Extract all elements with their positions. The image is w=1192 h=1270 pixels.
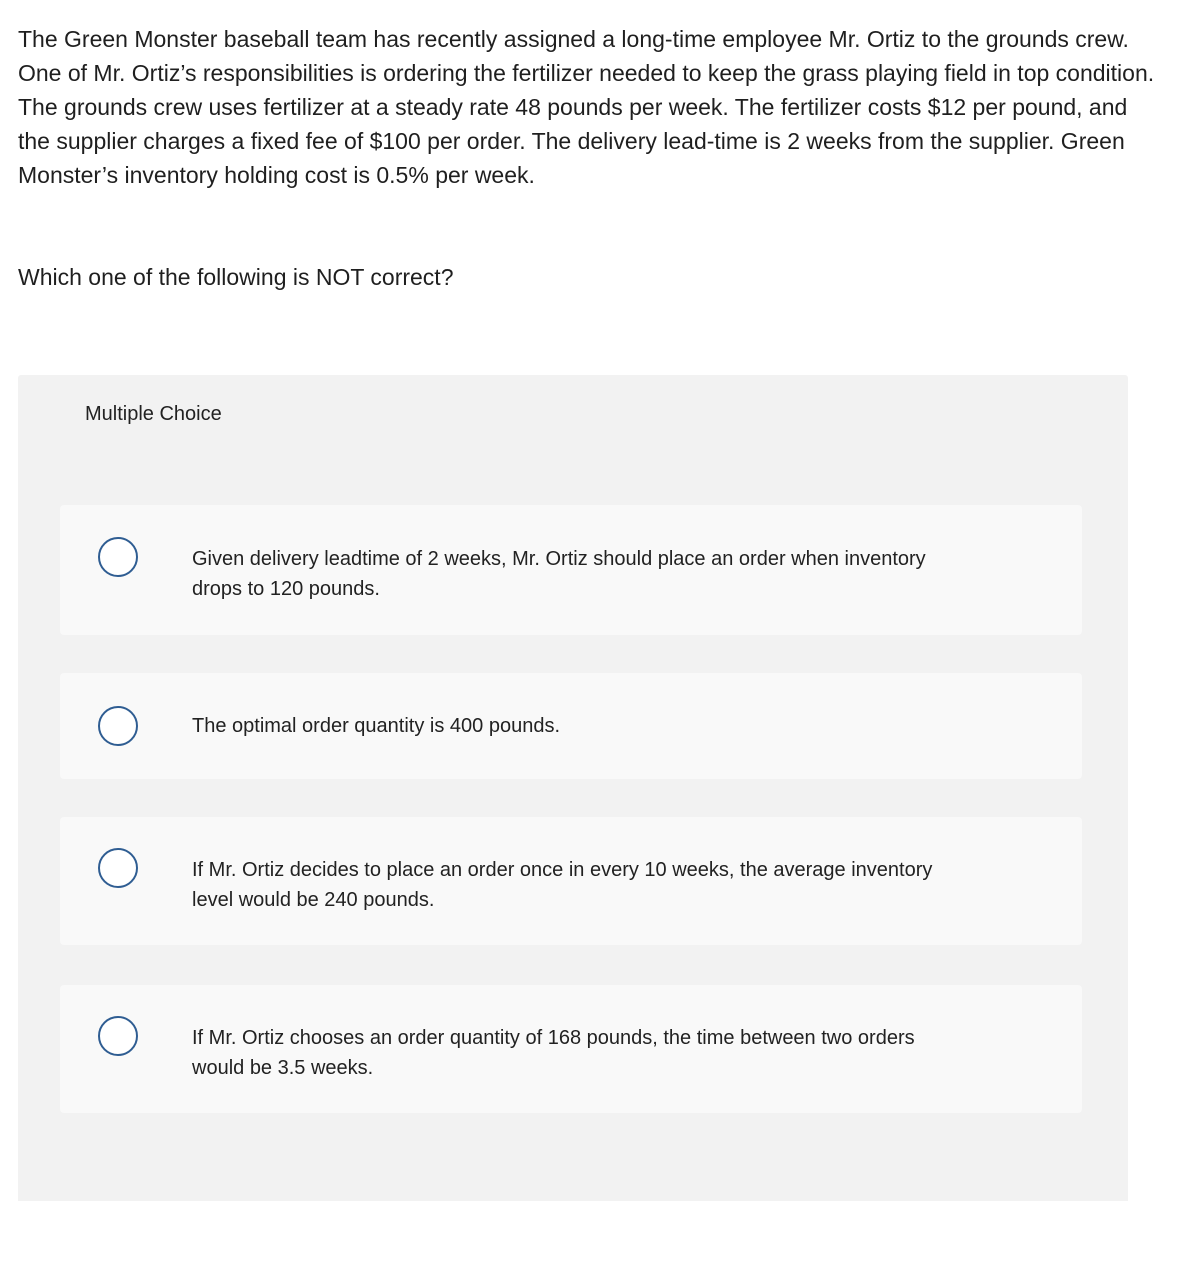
radio-button-icon[interactable] xyxy=(98,706,138,746)
radio-button-icon[interactable] xyxy=(98,1016,138,1056)
options-list xyxy=(18,455,1128,1201)
option-c[interactable] xyxy=(60,817,1082,945)
option-label: Given delivery leadtime of 2 weeks, Mr. Ortiz should place an order when inventory drops to 120 pounds. xyxy=(192,548,926,600)
multiple-choice-title: Multiple Choice xyxy=(85,403,222,425)
option-label: If Mr. Ortiz decides to place an order once in every 10 weeks, the average inventory level would be 240 pounds. xyxy=(192,859,933,911)
option-a[interactable] xyxy=(60,505,1082,635)
question-text: The Green Monster baseball team has recently assigned a long-time employee Mr. Ortiz to the grounds crew. One of Mr. Ortiz’s responsibilities is ordering the fertilizer needed to keep the grass playing field in top condition. The grounds crew uses fertilizer at a steady rate 48 pounds per week. The fertilizer costs $12 per pound, and the supplier charges a fixed fee of $100 per order. The delivery lead-time is 2 weeks from the supplier. Green Monster’s inventory holding cost is 0.5% per week. xyxy=(18,26,1155,188)
radio-button-icon[interactable] xyxy=(98,537,138,577)
question-prompt: Which one of the following is NOT correct? xyxy=(18,264,454,290)
radio-button-icon[interactable] xyxy=(98,848,138,888)
option-label: The optimal order quantity is 400 pounds. xyxy=(192,715,560,737)
multiple-choice-header xyxy=(18,375,1128,455)
multiple-choice-panel xyxy=(18,375,1128,1201)
option-d[interactable] xyxy=(60,985,1082,1113)
option-label: If Mr. Ortiz chooses an order quantity of 168 pounds, the time between two orders would be 3.5 weeks. xyxy=(192,1027,915,1079)
option-b[interactable] xyxy=(60,673,1082,779)
